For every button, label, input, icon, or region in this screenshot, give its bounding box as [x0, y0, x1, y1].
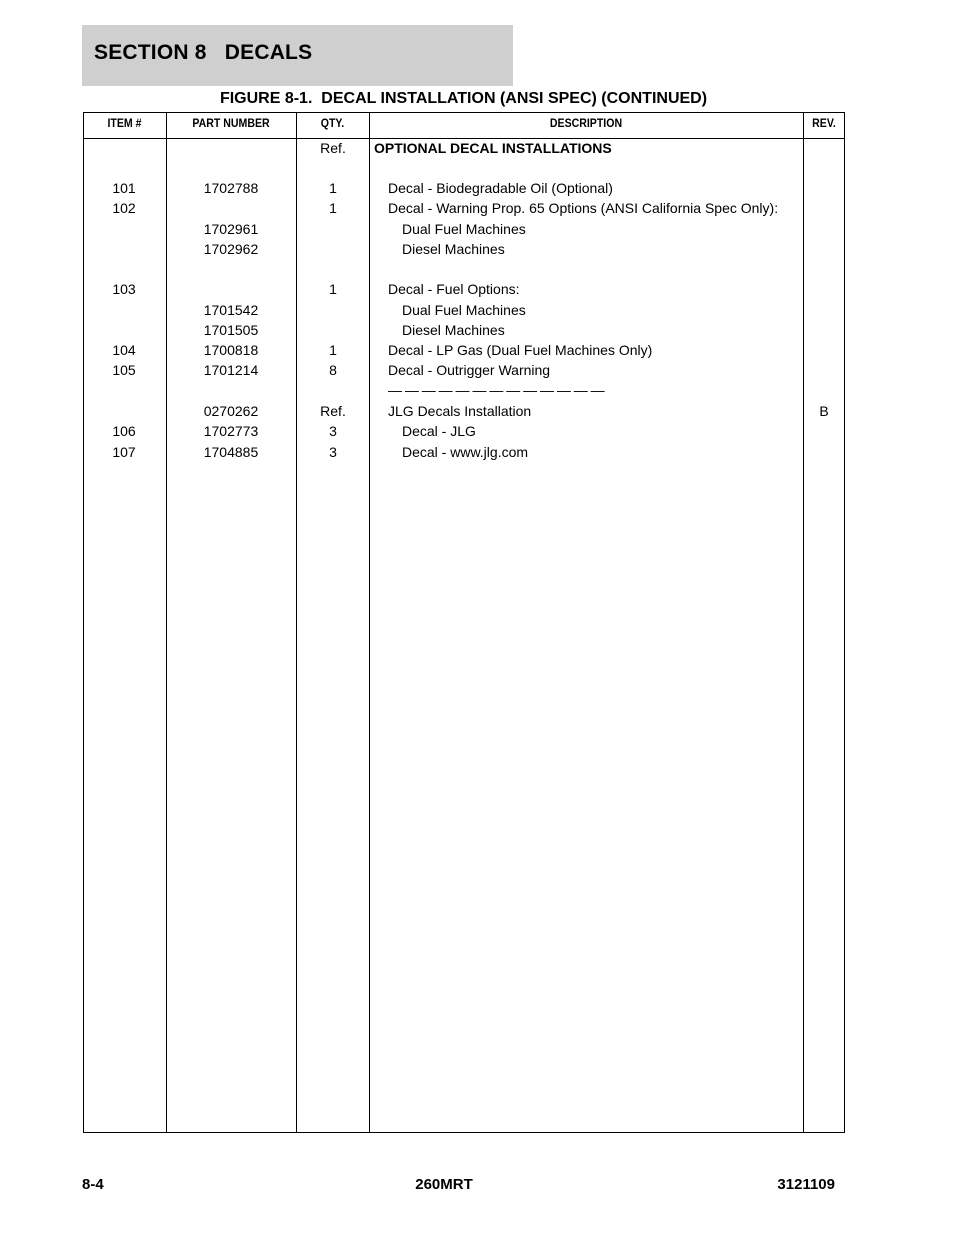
- table-cell-part-number: 1702788: [203, 180, 259, 196]
- table-cell-qty: Ref.: [320, 403, 346, 419]
- table-cell-part-number: 0270262: [203, 403, 259, 419]
- table-cell-item: 103: [112, 281, 136, 297]
- column-header-item: ITEM #: [107, 116, 142, 130]
- model-name: 260MRT: [415, 1176, 473, 1193]
- table-cell-item: 105: [112, 362, 136, 378]
- table-cell-item: 104: [112, 342, 136, 358]
- table-cell-part-number: 1702773: [203, 423, 259, 439]
- table-cell-description: Decal - www.jlg.com: [402, 444, 529, 460]
- table-cell-part-number: 1700818: [203, 342, 259, 358]
- column-divider: [369, 112, 370, 1133]
- table-cell-description: JLG Decals Installation: [388, 403, 532, 419]
- header-divider: [83, 138, 845, 139]
- table-cell-qty: 3: [329, 444, 337, 460]
- document-number: 3121109: [777, 1176, 835, 1193]
- column-divider: [296, 112, 297, 1133]
- dashed-separator: — — — — — — — — — — — — —: [388, 382, 605, 398]
- table-cell-item: 102: [112, 200, 136, 216]
- table-cell-part-number: 1704885: [203, 444, 259, 460]
- table-cell-qty: 1: [329, 180, 337, 196]
- table-cell-description: Diesel Machines: [402, 322, 505, 338]
- table-cell-description: Decal - LP Gas (Dual Fuel Machines Only): [388, 342, 653, 358]
- table-cell-item: 101: [112, 180, 136, 196]
- column-header-rev: REV.: [812, 116, 836, 130]
- parts-table: [83, 112, 845, 1133]
- table-cell-description: Decal - Biodegradable Oil (Optional): [388, 180, 613, 196]
- table-cell-part-number: 1701542: [203, 302, 259, 318]
- table-cell-qty: 3: [329, 423, 337, 439]
- table-cell-item: 106: [112, 423, 136, 439]
- column-divider: [166, 112, 167, 1133]
- column-header-qty: QTY.: [320, 116, 345, 130]
- section-title: SECTION 8 DECALS: [94, 41, 313, 64]
- table-cell-part-number: 1702961: [203, 221, 259, 237]
- table-cell-description: OPTIONAL DECAL INSTALLATIONS: [374, 140, 612, 156]
- column-divider: [803, 112, 804, 1133]
- table-cell-description: Dual Fuel Machines: [402, 302, 526, 318]
- table-cell-description: Decal - Warning Prop. 65 Options (ANSI California Spec Only):: [388, 200, 779, 216]
- table-cell-description: Dual Fuel Machines: [402, 221, 526, 237]
- table-cell-part-number: 1702962: [203, 241, 259, 257]
- table-cell-qty: Ref.: [320, 140, 346, 156]
- figure-title: FIGURE 8-1. DECAL INSTALLATION (ANSI SPEC) (CONTINUED): [219, 90, 708, 107]
- table-cell-qty: 1: [329, 200, 337, 216]
- table-cell-item: 107: [112, 444, 136, 460]
- column-header-part-number: PART NUMBER: [192, 116, 270, 130]
- table-cell-description: Decal - Fuel Options:: [388, 281, 520, 297]
- column-header-description: DESCRIPTION: [549, 116, 623, 130]
- table-cell-description: Decal - JLG: [402, 423, 476, 439]
- table-cell-qty: 8: [329, 362, 337, 378]
- table-cell-rev: B: [819, 403, 829, 419]
- page-number: 8-4: [82, 1176, 104, 1193]
- table-cell-description: Diesel Machines: [402, 241, 505, 257]
- table-cell-qty: 1: [329, 281, 337, 297]
- table-cell-description: Decal - Outrigger Warning: [388, 362, 551, 378]
- table-cell-part-number: 1701505: [203, 322, 259, 338]
- table-cell-part-number: 1701214: [203, 362, 259, 378]
- table-cell-qty: 1: [329, 342, 337, 358]
